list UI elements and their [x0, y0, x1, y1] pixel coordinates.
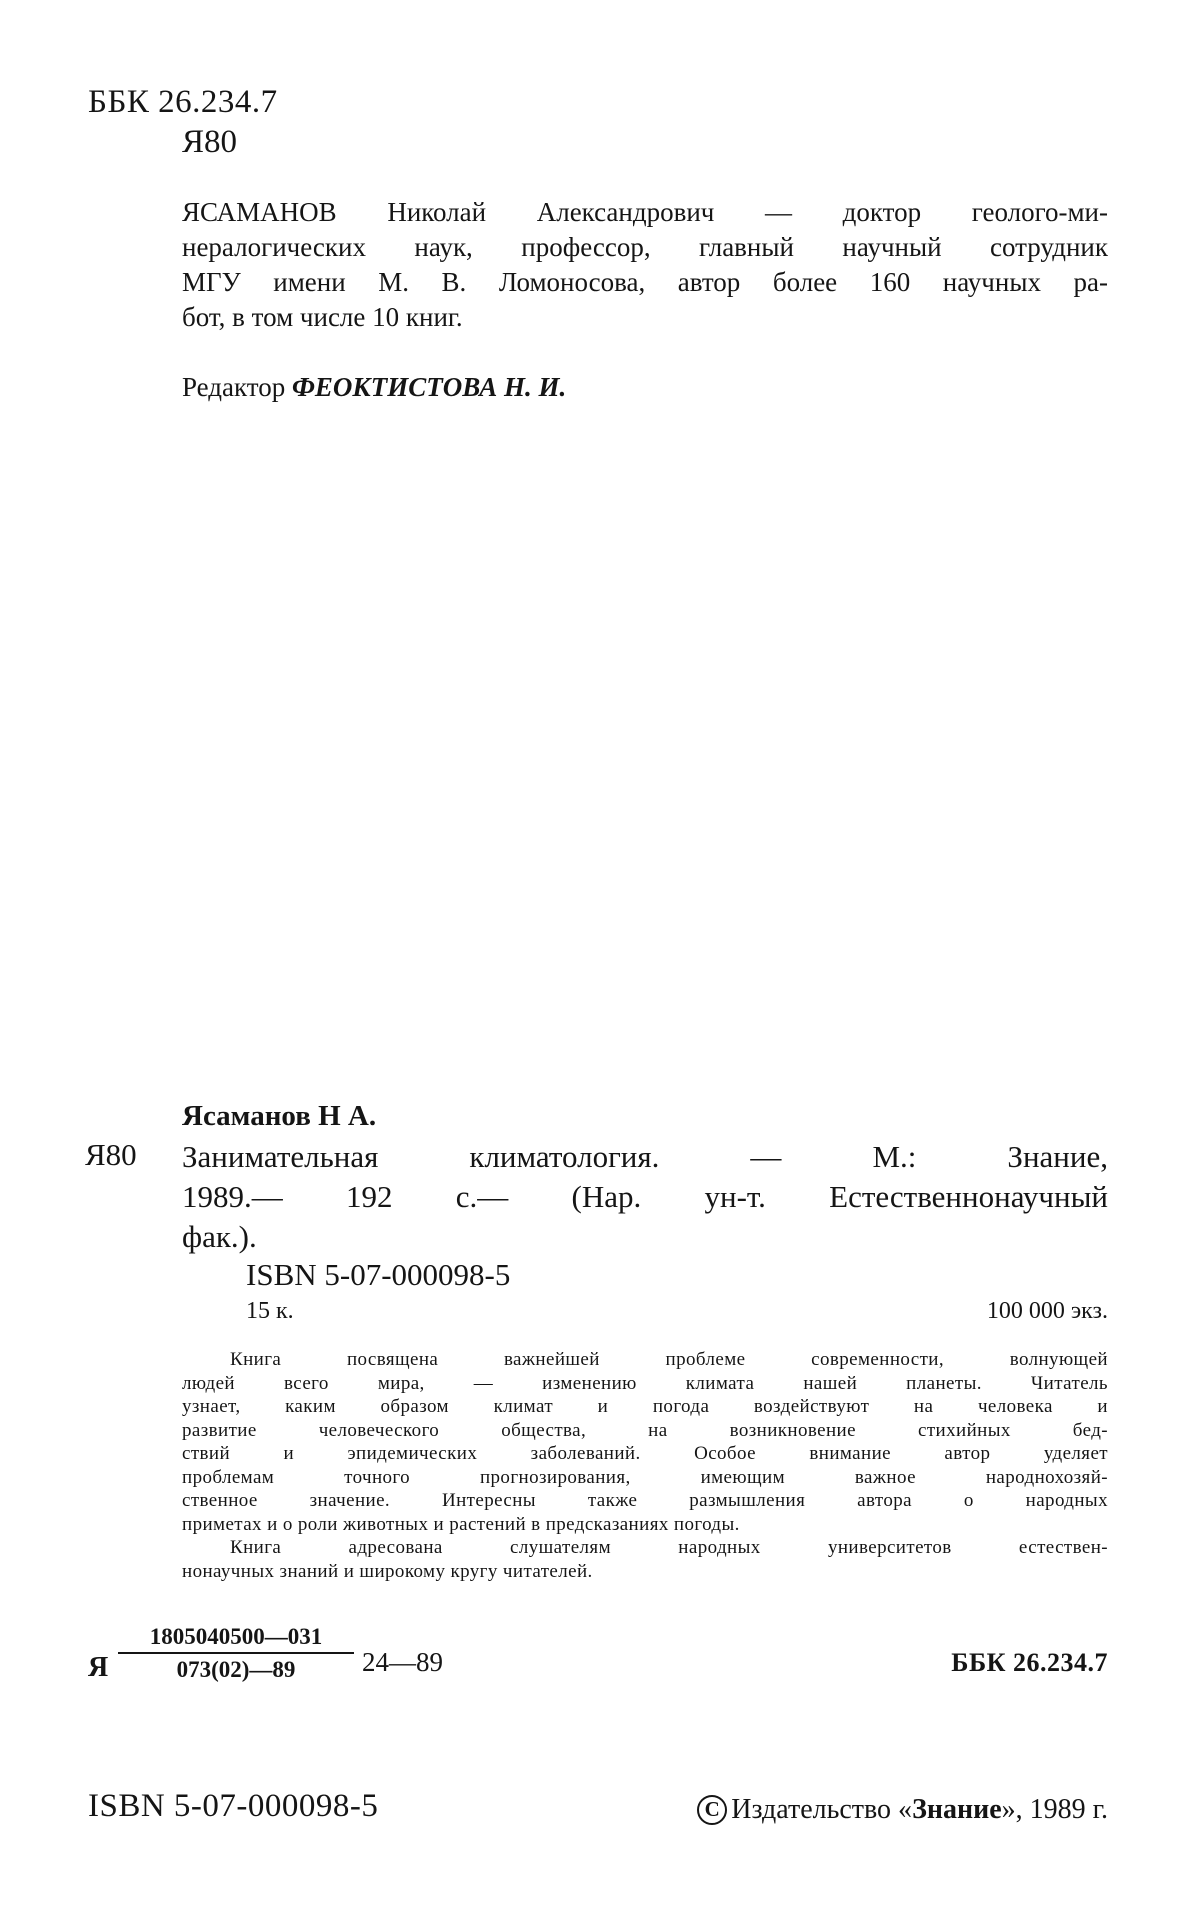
- annotation-line: Книга адресована слушателям народных университетов естествен-: [230, 1537, 1108, 1558]
- bbk-code: ББК 26.234.7: [88, 84, 278, 120]
- price: 15 к.: [246, 1298, 294, 1324]
- editor-credit: [182, 372, 566, 403]
- annotation-line: ственное значение. Интересны также размышления автора о народных: [182, 1490, 1108, 1511]
- editor-label: Редактор: [182, 372, 286, 402]
- editor-name: ФЕОКТИСТОВА Н. И.: [291, 372, 567, 402]
- index-denominator: 073(02)—89: [176, 1657, 296, 1682]
- index-suffix: 24—89: [362, 1647, 443, 1677]
- annotation-line: Книга посвящена важнейшей проблеме современности, волнующей: [230, 1349, 1108, 1370]
- annotation-line: проблемам точного прогнозирования, имеющим важное народнохозяй-: [182, 1466, 1108, 1488]
- isbn-footer: ISBN 5-07-000098-5: [88, 1788, 379, 1824]
- author-mark: Я80: [182, 124, 238, 160]
- copyright-icon: С: [697, 1795, 727, 1825]
- catalog-author: Ясаманов Н А.: [182, 1100, 377, 1132]
- annotation-line: приметах и о роли животных и растений в предсказаниях погоды.: [182, 1513, 740, 1535]
- annotation-line: нонаучных знаний и широкому кругу читателей.: [182, 1560, 593, 1582]
- publisher: Издательство «Знание», 1989 г.: [731, 1794, 1108, 1825]
- author-bio-line: МГУ имени М. В. Ломоносова, автор более 160 научных ра-: [182, 267, 1108, 297]
- print-run: 100 000 экз.: [986, 1298, 1108, 1324]
- catalog-line: 1989.— 192 с.— (Нар. ун-т. Естественнонаучный: [182, 1179, 1108, 1214]
- annotation-line: развитие человеческого общества, на возникновение стихийных бед-: [182, 1419, 1108, 1441]
- copyright-notice: [697, 1794, 1108, 1826]
- index-prefix: Я: [88, 1652, 109, 1683]
- author-bio-line: бот, в том числе 10 книг.: [182, 302, 463, 332]
- catalog-line: фак.).: [182, 1219, 257, 1254]
- index-numerator: 1805040500—031: [149, 1624, 323, 1649]
- index-fraction: [118, 1622, 354, 1686]
- author-bio-line: нералогических наук, профессор, главный научный сотрудник: [182, 232, 1108, 262]
- catalog-entry: [182, 1137, 1108, 1257]
- catalog-isbn: ISBN 5-07-000098-5: [246, 1257, 511, 1292]
- annotation-line: узнает, каким образом климат и погода воздействуют на человека и: [182, 1396, 1108, 1417]
- author-bio: [182, 195, 1108, 335]
- annotation-line: ствий и эпидемических заболеваний. Особое внимание автор уделяет: [182, 1443, 1108, 1464]
- author-bio-line: ЯСАМАНОВ Николай Александрович — доктор геолого-ми-: [182, 197, 1108, 227]
- catalog-code: Я80: [85, 1137, 137, 1172]
- annotation-line: людей всего мира, — изменению климата нашей планеты. Читатель: [182, 1372, 1108, 1394]
- bbk-code-bottom: ББК 26.234.7: [951, 1648, 1108, 1677]
- catalog-line: Занимательная климатология. — М.: Знание,: [182, 1139, 1108, 1174]
- annotation: [182, 1348, 1108, 1583]
